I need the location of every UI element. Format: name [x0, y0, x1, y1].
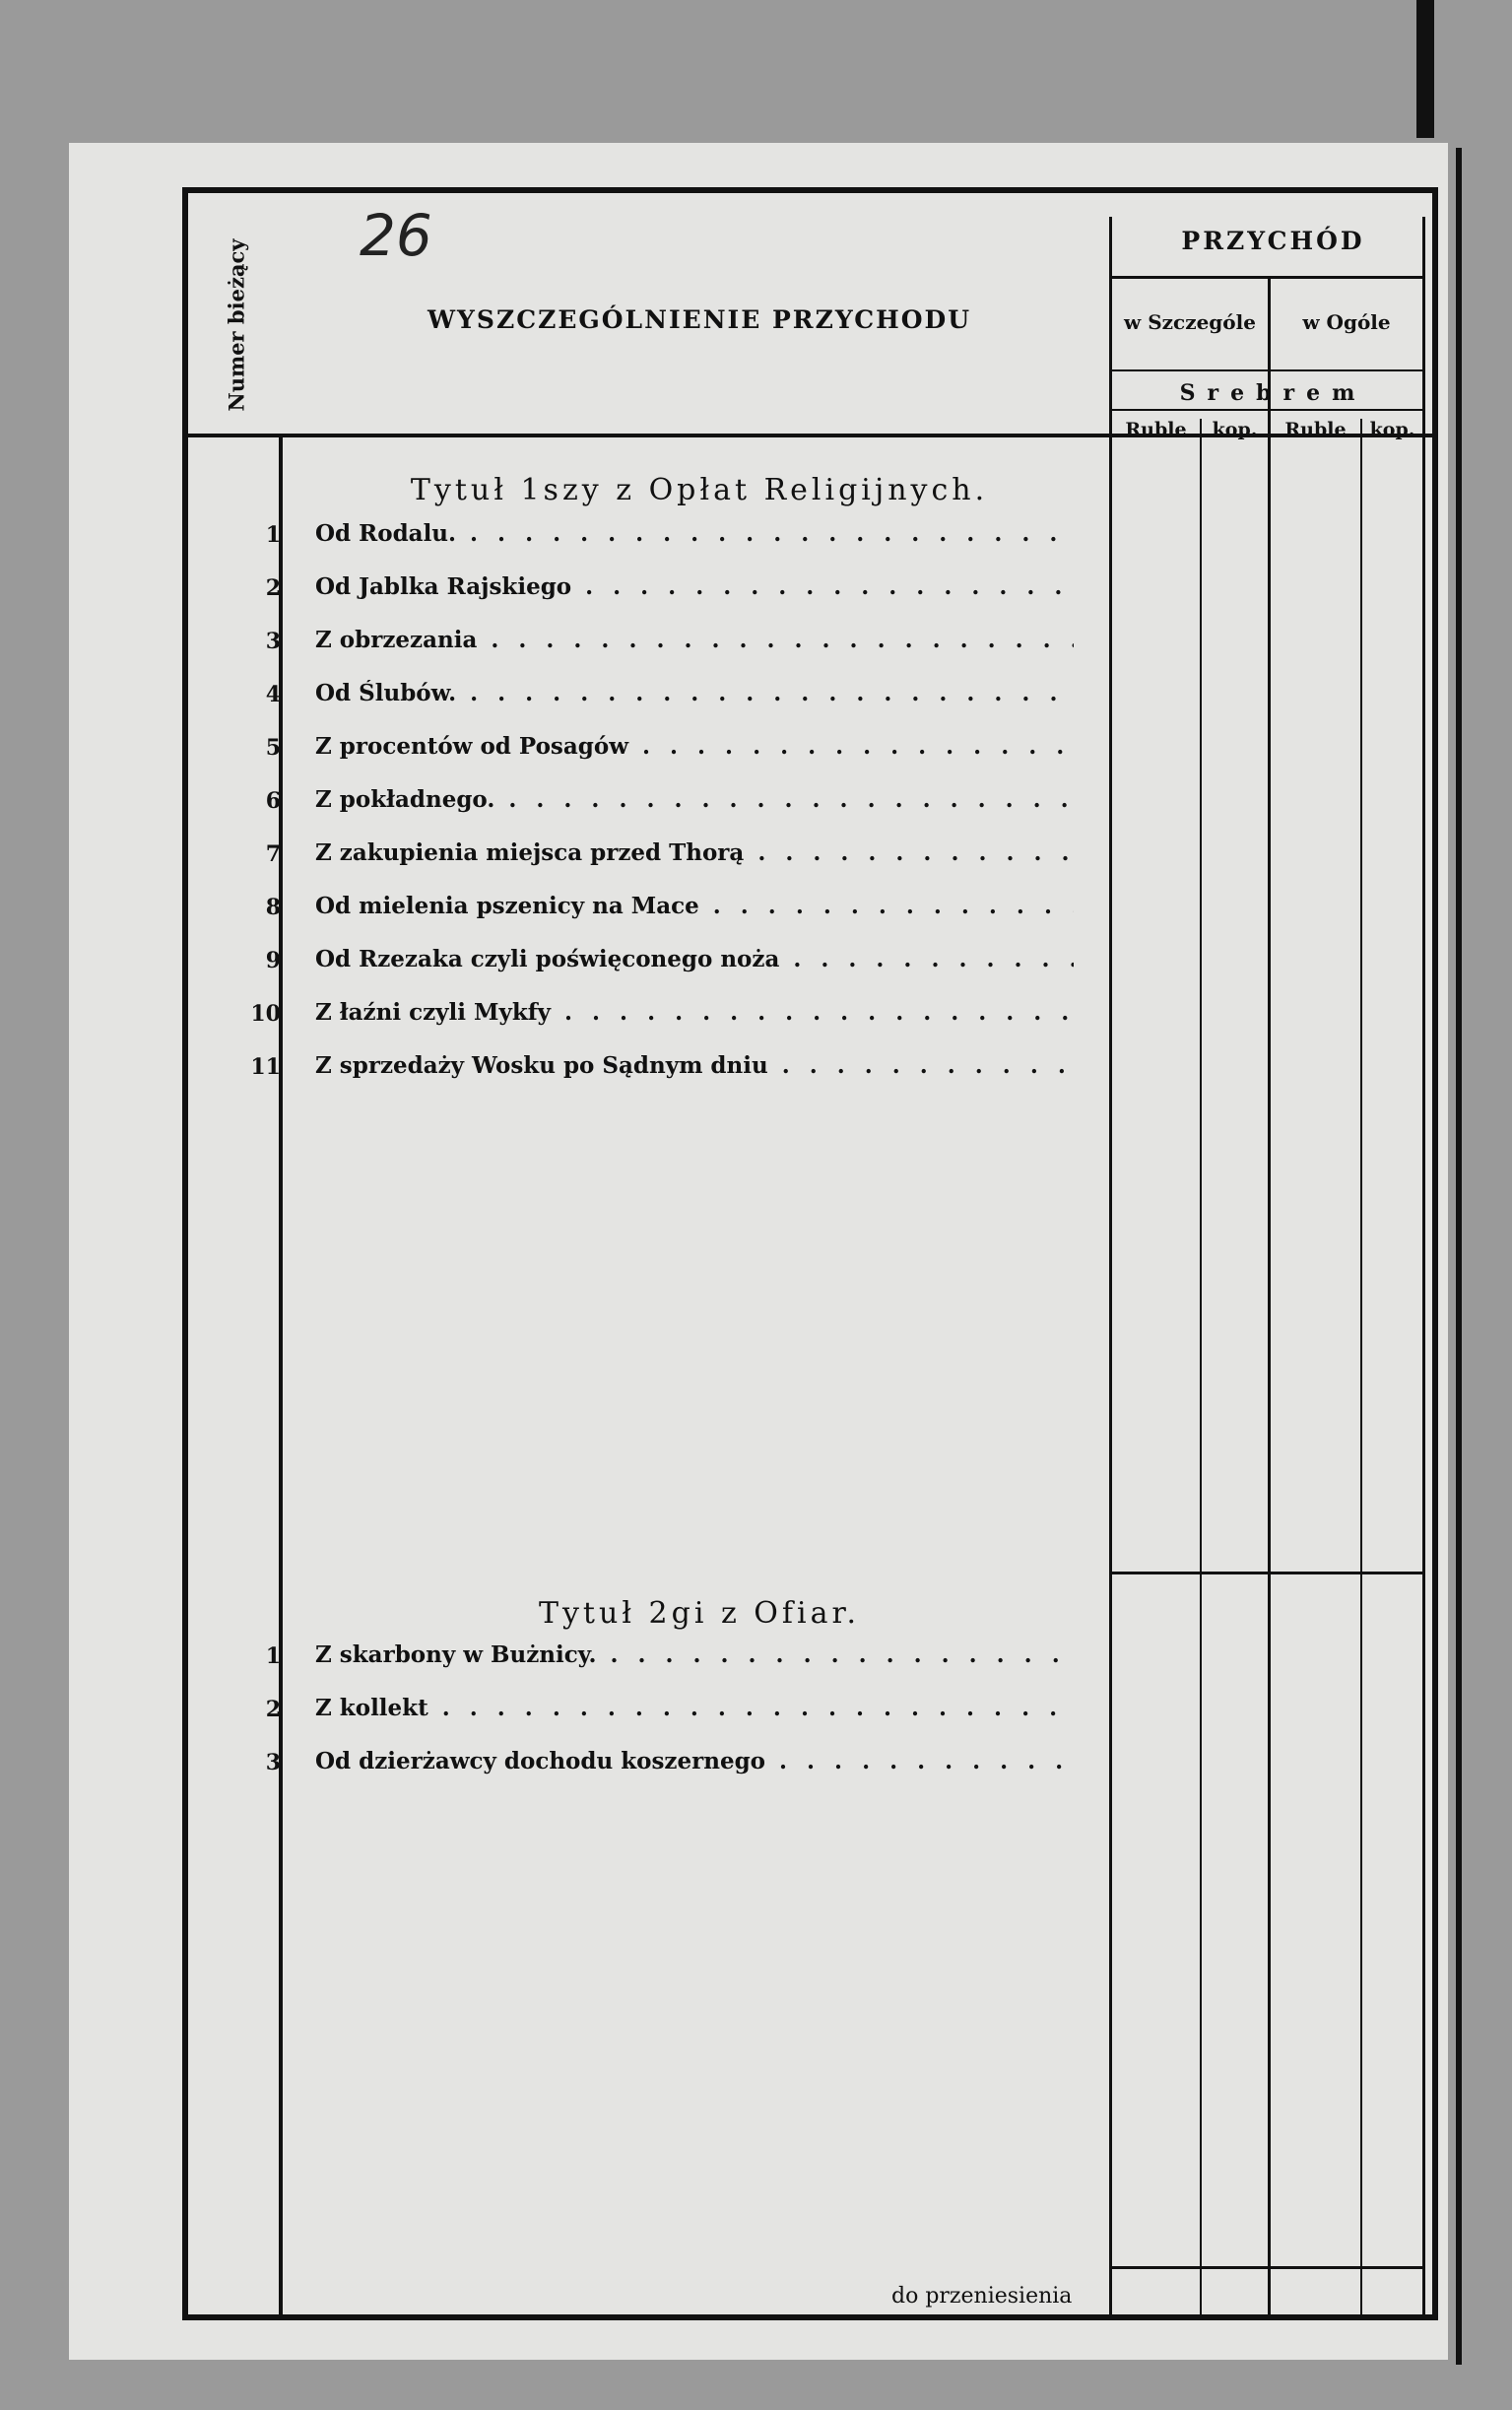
rule-detail-total [1268, 276, 1271, 2320]
column-header-number: Numer bieżący [224, 238, 249, 412]
rule-income-column [1109, 217, 1112, 2320]
row-label: Od Ślubów. . . . [315, 680, 1074, 706]
row-number: 1 [265, 1643, 281, 1669]
row-label: Od Jablka Rajskiego . . . [315, 573, 1074, 600]
row-number: 10 [250, 1001, 281, 1027]
row-label: Z kollekt . . . [315, 1695, 1074, 1721]
row-label: Od Rodalu. . . . [315, 520, 1074, 547]
row-label: Od mielenia pszenicy na Mace . . . [315, 893, 1074, 919]
section-title: Tytuł 1szy z Opłat Religijnych. [410, 473, 989, 507]
row-label: Od Rzezaka czyli poświęconego noża . . . [315, 946, 1074, 972]
unit-kop-detail: kop. [1212, 419, 1258, 440]
column-header-currency: Srebrem [1179, 380, 1367, 406]
rule-total-kop [1360, 419, 1362, 2320]
row-label: Z zakupienia miejsca przed Thorą . . . [315, 839, 1074, 866]
row-number: 6 [265, 788, 281, 814]
row-label: Z obrzezania . . . [315, 627, 1074, 653]
rule-detail-kop [1200, 419, 1202, 2320]
row-number: 3 [265, 1750, 281, 1775]
row-number: 2 [265, 575, 281, 601]
row-number: 4 [265, 682, 281, 707]
row-label: Z pokładnego. . . . [315, 786, 1074, 813]
unit-rubles-total: Ruble [1284, 419, 1347, 440]
row-number: 1 [265, 522, 281, 548]
row-label: Z skarbony w Bużnicy. . . . [315, 1641, 1074, 1668]
rule-income-title [1112, 276, 1422, 279]
row-number: 7 [265, 841, 281, 867]
handwritten-page-mark: 26 [360, 202, 432, 269]
rule-units [1112, 409, 1422, 411]
row-label: Od dzierżawcy dochodu koszernego . . . [315, 1748, 1074, 1774]
unit-rubles-detail: Ruble [1125, 419, 1187, 440]
row-label: Z procentów od Posagów . . . [315, 733, 1074, 760]
row-number: 2 [265, 1697, 281, 1722]
scan-edge [1416, 0, 1434, 138]
row-number: 5 [265, 735, 281, 761]
rule-currency [1112, 369, 1422, 371]
row-number: 11 [250, 1054, 281, 1080]
rule-section-end [1112, 1572, 1422, 1574]
section-title: Tytuł 2gi z Ofiar. [538, 1596, 861, 1631]
carry-over-label: do przeniesienia [891, 2284, 1073, 2309]
row-number: 9 [265, 948, 281, 973]
column-header-income: PRZYCHÓD [1181, 227, 1365, 255]
rule-number-column [279, 434, 283, 2320]
row-number: 3 [265, 629, 281, 654]
column-header-description: WYSZCZEGÓLNIENIE PRZYCHODU [427, 305, 972, 334]
column-header-total: w Ogóle [1302, 310, 1391, 334]
row-number: 8 [265, 895, 281, 920]
column-header-detail: w Szczególe [1124, 310, 1256, 334]
row-label: Z łaźni czyli Mykfy . . . [315, 999, 1074, 1026]
scan-edge [1456, 148, 1462, 2365]
row-label: Z sprzedaży Wosku po Sądnym dniu . . . [315, 1052, 1074, 1079]
rule-total [1112, 2266, 1422, 2269]
rule-right-inner [1422, 217, 1425, 2320]
unit-kop-total: kop. [1369, 419, 1415, 440]
